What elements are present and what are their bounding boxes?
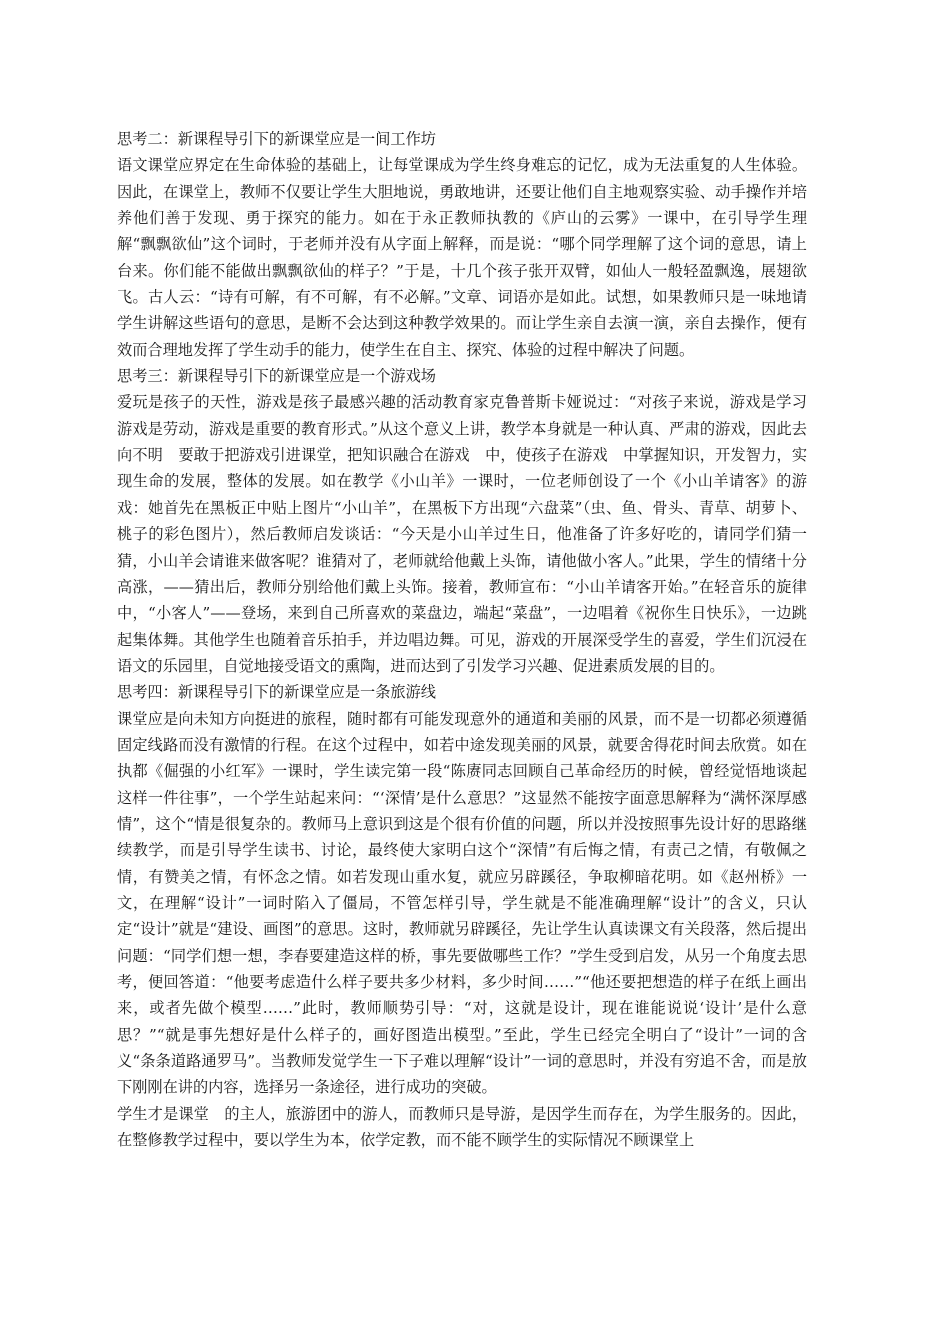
document-body [117,126,807,1153]
section-3-paragraph: 爱玩是孩子的天性，游戏是孩子最感兴趣的活动教育家克鲁普斯卡娅说过：“对孩子来说，游戏是学习游戏是劳动，游戏是重要的教育形式。”从这个意义上讲，教学本身就是一种认真、严肃的游戏，因此去向不明 要敢于把游戏引进课堂，把知识融合在游戏 中，使孩子在游戏 中掌握知识，开发智力，实现生命的发展，整体的发展。如在教学《小山羊》一课时，一位老师创设了一个《小山羊请客》的游戏：她首先在黑板正中贴上图片“小山羊”，在黑板下方出现“六盘菜”（虫、鱼、骨头、青草、胡萝卜、桃子的彩色图片），然后教师启发谈话：“今天是小山羊过生日，他准备了许多好吃的，请同学们猜一猜，小山羊会请谁来做客呢？谁猜对了，老师就给他戴上头饰，请他做小客人。”此果，学生的情绪十分高涨，——猜出后，教师分别给他们戴上头饰。接着，教师宣布：“小山羊请客开始。”在轻音乐的旋律中，“小客人”——登场，来到自己所喜欢的菜盘边，端起“菜盘”，一边唱着《祝你生日快乐》，一边跳起集体舞。其他学生也随着音乐拍手，并边唱边舞。可见，游戏的开展深受学生的喜爱，学生们沉浸在语文的乐园里，自觉地接受语文的熏陶，进而达到了引发学习兴趣、促进素质发展的目的。 [117,393,807,675]
section-4-paragraph-2: 学生才是课堂 的主人，旅游团中的游人，而教师只是导游，是因学生而存在，为学生服务的。因此，在整修教学过程中，要以学生为本，依学定教，而不能不顾学生的实际情况不顾课堂上 [117,1104,807,1150]
section-2-paragraph: 语文课堂应界定在生命体验的基础上，让每堂课成为学生终身难忘的记忆，成为无法重复的人生体验。因此，在课堂上，教师不仅要让学生大胆地说，勇敢地讲，还要让他们自主地观察实验、动手操作并培养他们善于发现、勇于探究的能力。如在于永正教师执教的《庐山的云雾》一课中，在引导学生理解“飘飘欲仙”这个词时，于老师并没有从字面上解释，而是说：“哪个同学理解了这个词的意思，请上台来。你们能不能做出飘飘欲仙的样子？”于是，十几个孩子张开双臂，如仙人一般轻盈飘逸，展翅欲飞。古人云：“诗有可解，有不可解，有不必解。”文章、词语亦是如此。试想，如果教师只是一味地请学生讲解这些语句的意思，是断不会达到这种教学效果的。而让学生亲自去演一演，亲自去操作，便有效而合理地发挥了学生动手的能力，使学生在自主、探究、体验的过程中解决了问题。 [117,156,807,359]
section-heading-4: 思考四：新课程导引下的新课堂应是一条旅游线 [117,683,436,702]
section-4-paragraph-1: 课堂应是向未知方向挺进的旅程，随时都有可能发现意外的通道和美丽的风景，而不是一切都必须遵循固定线路而没有激情的行程。在这个过程中，如若中途发现美丽的风景，就要舍得花时间去欣赏。如在执都《倔强的小红军》一课时，学生读完第一段“陈赓同志回顾自己革命经历的时候，曾经觉悟地谈起这样一件往事”，一个学生站起来问：“‘深情’是什么意思？”这显然不能按字面意思解释为“满怀深厚感情”，这个“情是很复杂的。教师马上意识到这是个很有价值的问题，所以并没按照事先设计好的思路继续教学，而是引导学生读书、讨论，最终使大家明白这个“深情”有后悔之情，有责己之情，有敬佩之情，有赞美之情，有怀念之情。如若发现山重水复，就应另辟蹊径，争取柳暗花明。如《赵州桥》一文，在理解“设计”一词时陷入了僵局，不管怎样引导，学生就是不能准确理解“设计”的含义，只认定“设计”就是“建设、画图”的意思。这时，教师就另辟蹊径，先让学生认真读课文有关段落，然后提出问题：“同学们想一想，李春要建造这样的桥，事先要做哪些工作？”学生受到启发，从另一个角度去思考，便回答道：“他要考虑造什么样子要共多少材料，多少时间……”“他还要把想造的样子在纸上画出来，或者先做个模型……”此时，教师顺势引导：“对，这就是设计，现在谁能说说‘设计’是什么意思？”“就是事先想好是什么样子的，画好图造出模型。”至此，学生已经完全明白了“设计”一词的含义“条条道路通罗马”。当教师发觉学生一下子难以理解“设计”一词的意思时，并没有穷追不舍，而是放下刚刚在讲的内容，选择另一条途径，进行成功的突破。 [117,709,807,1097]
section-heading-2: 思考二：新课程导引下的新课堂应是一间工作坊 [117,130,436,148]
section-heading-3: 思考三：新课程导引下的新课堂应是一个游戏场 [117,367,436,386]
